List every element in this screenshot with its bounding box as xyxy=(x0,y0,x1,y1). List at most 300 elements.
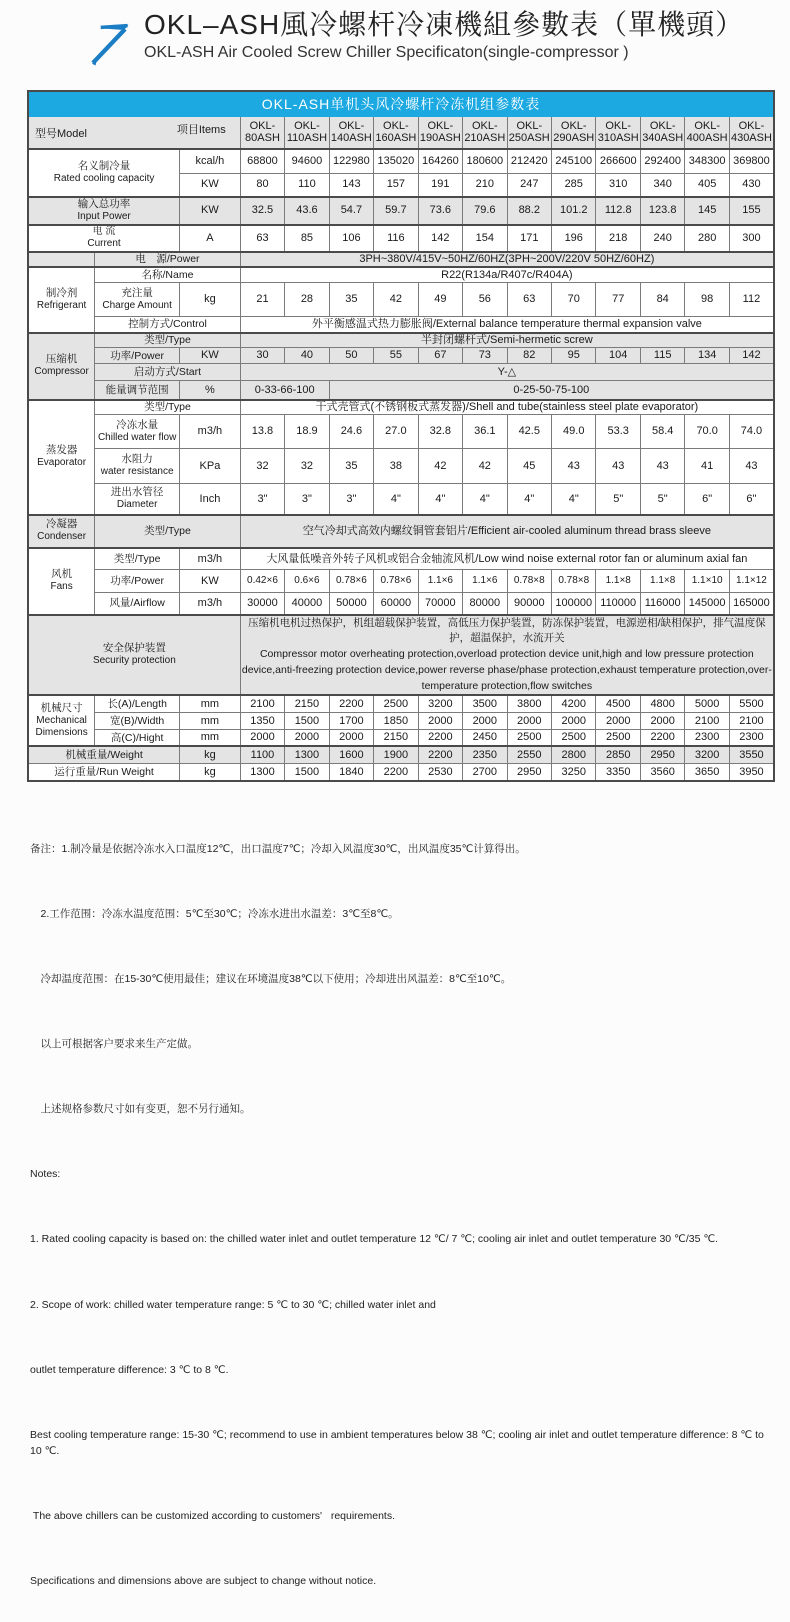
value-cell: 70000 xyxy=(418,593,462,615)
unit-cell: kg xyxy=(180,763,241,781)
model-header-cell xyxy=(418,116,462,149)
unit-cell: A xyxy=(180,225,241,252)
compressor-power-label: 功率/Power xyxy=(95,348,180,364)
current-label: 电 流 Current xyxy=(28,225,180,252)
model-prefix: OKL- xyxy=(383,119,409,132)
value-cell: 1500 xyxy=(285,712,329,729)
value-cell: 2950 xyxy=(507,763,551,781)
note-line: 2. Scope of work: chilled water temperature range: 5 ℃ to 30 ℃; chilled water inlet and xyxy=(30,1298,436,1311)
value-cell: 122980 xyxy=(329,149,373,173)
value-cell: 145000 xyxy=(685,593,729,615)
value-cell: 2450 xyxy=(463,729,507,746)
power-supply-label: 电 源/Power xyxy=(95,252,241,267)
width-label: 宽(B)/Width xyxy=(95,712,180,729)
value-cell: 35 xyxy=(329,449,373,484)
security-text-en: Compressor motor overheating protection,overload protection device unit,high and low pressure protection device,anti-freezing protection device,power reverse phase/phase protection,exhaust temperature protection,over-temperature protection,flow switches xyxy=(241,648,772,692)
value-cell: 405 xyxy=(685,173,729,197)
value-cell: 3800 xyxy=(507,695,551,712)
charge-amount-label: 充注量 Charge Amount xyxy=(95,283,180,317)
value-cell: 0.78×8 xyxy=(552,570,596,593)
value-cell: 30 xyxy=(240,348,284,364)
model-header-row xyxy=(28,116,774,149)
spec-table xyxy=(27,90,775,782)
airflow-label: 风量/Airflow xyxy=(95,593,180,615)
value-cell: 41 xyxy=(685,449,729,484)
note-line: 冷却温度范围：在15-30℃使用最佳；建议在环境温度38℃以下使用；冷却进出风温差：8℃至10℃。 xyxy=(30,973,512,986)
refrigerant-name-row xyxy=(28,267,774,283)
value-cell: 1300 xyxy=(285,746,329,763)
value-cell: 85 xyxy=(285,225,329,252)
value-cell: 3" xyxy=(285,484,329,515)
note-line: Notes: xyxy=(30,1168,61,1181)
value-cell: 1300 xyxy=(240,763,284,781)
value-cell: 4" xyxy=(552,484,596,515)
model-name: 210ASH xyxy=(464,132,506,145)
model-name: 140ASH xyxy=(330,132,372,145)
fan-power-row xyxy=(28,570,774,593)
value-cell: 101.2 xyxy=(552,197,596,225)
value-cell: 18.9 xyxy=(285,415,329,449)
value-cell: 145 xyxy=(685,197,729,225)
value-cell: 2500 xyxy=(507,729,551,746)
model-prefix: OKL- xyxy=(560,119,587,132)
value-cell: 2000 xyxy=(552,712,596,729)
table-banner-row xyxy=(28,91,774,116)
value-cell: 59.7 xyxy=(374,197,418,225)
input-power-label: 输入总功率 Input Power xyxy=(28,197,180,225)
value-cell: 2100 xyxy=(685,712,729,729)
value-cell: 3" xyxy=(240,484,284,515)
compressor-group-label: 压缩机 Compressor xyxy=(28,333,95,400)
unit-cell: KW xyxy=(180,197,241,225)
value-cell: 2000 xyxy=(329,729,373,746)
value-cell: 88.2 xyxy=(507,197,551,225)
value-cell: 134 xyxy=(685,348,729,364)
chilled-water-flow-row xyxy=(28,415,774,449)
value-cell: 2000 xyxy=(507,712,551,729)
value-cell: 0.78×6 xyxy=(329,570,373,593)
value-cell: 2000 xyxy=(418,712,462,729)
compressor-type-row xyxy=(28,333,774,348)
value-cell: 50000 xyxy=(329,593,373,615)
value-cell: 32.5 xyxy=(240,197,284,225)
value-cell: 3250 xyxy=(552,763,596,781)
page-header xyxy=(86,8,744,70)
compressor-type-value: 半封闭螺杆式/Semi-hermetic screw xyxy=(240,333,774,348)
page-title-en: OKL-ASH Air Cooled Screw Chiller Specificaton(single-compressor ) xyxy=(144,43,629,61)
value-cell: 4800 xyxy=(640,695,684,712)
refrigerant-name-value: R22(R134a/R407c/R404A) xyxy=(240,267,774,283)
value-cell: 73.6 xyxy=(418,197,462,225)
value-cell: 116000 xyxy=(640,593,684,615)
value-cell: 79.6 xyxy=(463,197,507,225)
value-cell: 77 xyxy=(596,283,640,317)
value-cell: 106 xyxy=(329,225,373,252)
value-cell: 42.5 xyxy=(507,415,551,449)
weight-label: 机械重量/Weight xyxy=(28,746,180,763)
value-cell: 50 xyxy=(329,348,373,364)
model-header-cell xyxy=(463,116,507,149)
arrow-up-right-icon xyxy=(86,16,138,70)
model-name: 190ASH xyxy=(419,132,461,145)
value-cell: 4" xyxy=(418,484,462,515)
control-row xyxy=(28,317,774,333)
value-cell: 32 xyxy=(240,449,284,484)
unit-cell: KPa xyxy=(180,449,241,484)
model-header-cell xyxy=(285,116,329,149)
value-cell: 245100 xyxy=(552,149,596,173)
value-cell: 240 xyxy=(640,225,684,252)
control-label: 控制方式/Control xyxy=(95,317,241,333)
length-label: 长(A)/Length xyxy=(95,695,180,712)
value-cell: 266600 xyxy=(596,149,640,173)
unit-cell: kg xyxy=(180,746,241,763)
value-cell: 340 xyxy=(640,173,684,197)
value-cell: 43.6 xyxy=(285,197,329,225)
value-cell: 171 xyxy=(507,225,551,252)
value-cell: 3" xyxy=(329,484,373,515)
value-cell: 135020 xyxy=(374,149,418,173)
value-cell: 218 xyxy=(596,225,640,252)
value-cell: 2500 xyxy=(596,729,640,746)
unit-cell: % xyxy=(180,381,241,400)
value-cell: 142 xyxy=(418,225,462,252)
power-supply-value: 3PH~380V/415V~50HZ/60HZ(3PH~200V/220V 50HZ/60HZ) xyxy=(240,252,774,267)
value-cell: 74.0 xyxy=(729,415,774,449)
title-block xyxy=(144,8,744,62)
value-cell: 164260 xyxy=(418,149,462,173)
value-cell: 280 xyxy=(685,225,729,252)
value-cell: 0.78×6 xyxy=(374,570,418,593)
value-cell: 0.78×8 xyxy=(507,570,551,593)
value-cell: 2530 xyxy=(418,763,462,781)
model-name: 80ASH xyxy=(245,132,280,145)
value-cell: 1850 xyxy=(374,712,418,729)
value-cell: 143 xyxy=(329,173,373,197)
value-cell: 5" xyxy=(596,484,640,515)
note-line: Best cooling temperature range: 15-30 ℃; recommend to use in ambient temperatures below 38 ℃; cooling air inlet and outlet temperature difference: 8 ℃ to 10 ℃. xyxy=(30,1428,767,1457)
value-cell: 35 xyxy=(329,283,373,317)
security-text-cn: 压缩机电机过热保护，机组超载保护装置，高低压力保护装置，防冻保护装置，电源逆相/缺相保护，排气温度保护，超温保护，水流开关 xyxy=(248,616,766,645)
model-prefix: OKL- xyxy=(427,119,454,132)
model-prefix: OKL- xyxy=(738,119,765,132)
value-cell: 2150 xyxy=(285,695,329,712)
model-name: 110ASH xyxy=(286,132,328,145)
value-cell: 210 xyxy=(463,173,507,197)
value-cell: 196 xyxy=(552,225,596,252)
value-cell: 21 xyxy=(240,283,284,317)
value-cell: 292400 xyxy=(640,149,684,173)
value-cell: 1100 xyxy=(240,746,284,763)
fan-power-label: 功率/Power xyxy=(95,570,180,593)
model-prefix: OKL- xyxy=(694,119,720,132)
value-cell: 212420 xyxy=(507,149,551,173)
note-line: 上述规格参数尺寸如有变更，恕不另行通知。 xyxy=(30,1103,251,1116)
model-prefix: OKL- xyxy=(471,119,498,132)
value-cell: 70 xyxy=(552,283,596,317)
unit-cell: m3/h xyxy=(180,548,241,570)
value-cell: 90000 xyxy=(507,593,551,615)
value-cell: 1.1×8 xyxy=(596,570,640,593)
value-cell: 54.7 xyxy=(329,197,373,225)
fan-type-row xyxy=(28,548,774,570)
value-cell: 1900 xyxy=(374,746,418,763)
value-cell: 0.42×6 xyxy=(240,570,284,593)
value-cell: 55 xyxy=(374,348,418,364)
value-cell: 100000 xyxy=(552,593,596,615)
value-cell: 60000 xyxy=(374,593,418,615)
evaporator-group-label: 蒸发器 Evaporator xyxy=(28,400,95,515)
model-prefix: OKL- xyxy=(294,119,320,132)
value-cell: 6" xyxy=(685,484,729,515)
value-cell: 110000 xyxy=(596,593,640,615)
model-name: 160ASH xyxy=(375,132,417,145)
note-line: 备注：1.制冷量是依据冷冻水入口温度12℃，出口温度7℃；冷却入风温度30℃，出风温度35℃计算得出。 xyxy=(30,843,526,856)
value-cell: 38 xyxy=(374,449,418,484)
value-cell: 2300 xyxy=(685,729,729,746)
airflow-row xyxy=(28,593,774,615)
value-cell: 3350 xyxy=(596,763,640,781)
value-cell: 2850 xyxy=(596,746,640,763)
value-cell: 3560 xyxy=(640,763,684,781)
height-row xyxy=(28,729,774,746)
pipe-diameter-row xyxy=(28,484,774,515)
value-cell: 4" xyxy=(463,484,507,515)
condenser-type-label: 类型/Type xyxy=(95,515,241,548)
value-cell: 98 xyxy=(685,283,729,317)
refrigerant-group-label: 制冷剂 Refrigerant xyxy=(28,267,95,333)
value-cell: 2150 xyxy=(374,729,418,746)
chilled-water-flow-label: 冷冻水量 Chilled water flow xyxy=(95,415,180,449)
model-header-cell xyxy=(507,116,551,149)
value-cell: 1.1×6 xyxy=(418,570,462,593)
length-row xyxy=(28,695,774,712)
value-cell: 73 xyxy=(463,348,507,364)
width-row xyxy=(28,712,774,729)
condenser-row xyxy=(28,515,774,548)
security-text-cell xyxy=(240,615,774,696)
note-line: 2.工作范围：冷冻水温度范围：5℃至30℃；冷冻水进出水温差：3℃至8℃。 xyxy=(30,908,399,921)
security-protection-row xyxy=(28,615,774,696)
value-cell: 110 xyxy=(285,173,329,197)
condenser-group-label: 冷凝器 Condenser xyxy=(28,515,95,548)
model-prefix: OKL- xyxy=(649,119,676,132)
value-cell: 369800 xyxy=(729,149,774,173)
evaporator-type-row xyxy=(28,400,774,415)
model-header-cell xyxy=(640,116,684,149)
note-line: 1. Rated cooling capacity is based on: the chilled water inlet and outlet temperature 12 ℃/ 7 ℃; cooling air inlet and outlet temperature 30 ℃/35 ℃. xyxy=(30,1233,719,1246)
start-mode-value: Y-△ xyxy=(240,364,774,381)
value-cell: 157 xyxy=(374,173,418,197)
value-cell: 2700 xyxy=(463,763,507,781)
value-cell: 112.8 xyxy=(596,197,640,225)
value-cell: 40000 xyxy=(285,593,329,615)
energy-range-value-b: 0-25-50-75-100 xyxy=(329,381,774,400)
model-header-cell xyxy=(552,116,596,149)
evaporator-type-label: 类型/Type xyxy=(95,400,241,415)
value-cell: 13.8 xyxy=(240,415,284,449)
corner-items-label: 项目Items xyxy=(176,123,226,136)
value-cell: 43 xyxy=(552,449,596,484)
corner-header-cell xyxy=(28,116,240,149)
value-cell: 180600 xyxy=(463,149,507,173)
value-cell: 43 xyxy=(640,449,684,484)
charge-amount-row xyxy=(28,283,774,317)
model-name: 290ASH xyxy=(553,132,595,145)
value-cell: 2000 xyxy=(640,712,684,729)
value-cell: 2500 xyxy=(374,695,418,712)
energy-range-value-a: 0-33-66-100 xyxy=(240,381,329,400)
height-label: 高(C)/Hight xyxy=(95,729,180,746)
value-cell: 1840 xyxy=(329,763,373,781)
value-cell: 2350 xyxy=(463,746,507,763)
condenser-type-value: 空气冷却式高效内螺纹铜管套铝片/Efficient air-cooled aluminum thread brass sleeve xyxy=(240,515,774,548)
value-cell: 36.1 xyxy=(463,415,507,449)
pipe-diameter-label: 进出水管径 Diameter xyxy=(95,484,180,515)
unit-cell: KW xyxy=(180,348,241,364)
value-cell: 43 xyxy=(596,449,640,484)
unit-cell: kg xyxy=(180,283,241,317)
value-cell: 2100 xyxy=(240,695,284,712)
cooling-kcal-row xyxy=(28,149,774,173)
empty-cell xyxy=(28,252,95,267)
evaporator-type-value: 干式壳管式(不锈钢板式蒸发器)/Shell and tube(stainless steel plate evaporator) xyxy=(240,400,774,415)
value-cell: 2000 xyxy=(463,712,507,729)
input-power-row xyxy=(28,197,774,225)
value-cell: 49.0 xyxy=(552,415,596,449)
unit-cell: m3/h xyxy=(180,593,241,615)
page-title-cn: OKL–ASH風冷螺杆冷凍機組參數表（單機頭） xyxy=(144,9,745,40)
value-cell: 2200 xyxy=(374,763,418,781)
water-resistance-row xyxy=(28,449,774,484)
energy-range-row xyxy=(28,381,774,400)
value-cell: 63 xyxy=(507,283,551,317)
value-cell: 6" xyxy=(729,484,774,515)
value-cell: 2800 xyxy=(552,746,596,763)
value-cell: 2550 xyxy=(507,746,551,763)
value-cell: 32.8 xyxy=(418,415,462,449)
energy-range-label: 能量调节范围 xyxy=(95,381,180,400)
value-cell: 1350 xyxy=(240,712,284,729)
value-cell: 1.1×12 xyxy=(729,570,774,593)
start-mode-row xyxy=(28,364,774,381)
cooling-label: 名义制冷量 Rated cooling capacity xyxy=(28,149,180,197)
value-cell: 0.6×6 xyxy=(285,570,329,593)
value-cell: 40 xyxy=(285,348,329,364)
value-cell: 142 xyxy=(729,348,774,364)
value-cell: 30000 xyxy=(240,593,284,615)
value-cell: 104 xyxy=(596,348,640,364)
value-cell: 2100 xyxy=(729,712,774,729)
value-cell: 56 xyxy=(463,283,507,317)
value-cell: 116 xyxy=(374,225,418,252)
value-cell: 112 xyxy=(729,283,774,317)
refrigerant-name-label: 名称/Name xyxy=(95,267,241,283)
model-name: 340ASH xyxy=(642,132,684,145)
unit-cell: m3/h xyxy=(180,415,241,449)
value-cell: 3200 xyxy=(685,746,729,763)
value-cell: 42 xyxy=(374,283,418,317)
model-header-cell xyxy=(329,116,373,149)
value-cell: 348300 xyxy=(685,149,729,173)
value-cell: 3550 xyxy=(729,746,774,763)
value-cell: 300 xyxy=(729,225,774,252)
table-banner: OKL-ASH单机头风冷螺杆冷冻机组参数表 xyxy=(28,91,774,116)
value-cell: 2200 xyxy=(640,729,684,746)
value-cell: 28 xyxy=(285,283,329,317)
fan-type-value: 大风量低噪音外转子风机或铝合金轴流风机/Low wind noise external rotor fan or aluminum axial fan xyxy=(240,548,774,570)
model-prefix: OKL- xyxy=(249,119,276,132)
value-cell: 43 xyxy=(729,449,774,484)
weight-row xyxy=(28,746,774,763)
value-cell: 95 xyxy=(552,348,596,364)
value-cell: 5500 xyxy=(729,695,774,712)
unit-cell: mm xyxy=(180,712,241,729)
value-cell: 430 xyxy=(729,173,774,197)
notes-block xyxy=(30,776,772,1622)
value-cell: 247 xyxy=(507,173,551,197)
unit-cell: mm xyxy=(180,729,241,746)
value-cell: 58.4 xyxy=(640,415,684,449)
value-cell: 2000 xyxy=(596,712,640,729)
value-cell: 2200 xyxy=(418,729,462,746)
value-cell: 49 xyxy=(418,283,462,317)
value-cell: 3200 xyxy=(418,695,462,712)
value-cell: 4500 xyxy=(596,695,640,712)
unit-cell: kcal/h xyxy=(180,149,241,173)
value-cell: 3650 xyxy=(685,763,729,781)
value-cell: 4" xyxy=(507,484,551,515)
value-cell: 4200 xyxy=(552,695,596,712)
unit-cell: Inch xyxy=(180,484,241,515)
value-cell: 32 xyxy=(285,449,329,484)
value-cell: 68800 xyxy=(240,149,284,173)
compressor-power-row xyxy=(28,348,774,364)
model-prefix: OKL- xyxy=(605,119,632,132)
security-label: 安全保护装置 Security protection xyxy=(28,615,240,696)
current-row xyxy=(28,225,774,252)
fan-type-label: 类型/Type xyxy=(95,548,180,570)
model-header-cell xyxy=(374,116,418,149)
value-cell: 155 xyxy=(729,197,774,225)
value-cell: 191 xyxy=(418,173,462,197)
power-supply-row xyxy=(28,252,774,267)
note-line: The above chillers can be customized according to customers' requirements. xyxy=(30,1509,396,1522)
value-cell: 67 xyxy=(418,348,462,364)
model-header-cell xyxy=(685,116,729,149)
model-header-cell xyxy=(596,116,640,149)
value-cell: 27.0 xyxy=(374,415,418,449)
note-line: Specifications and dimensions above are subject to change without notice. xyxy=(30,1575,377,1588)
compressor-type-label: 类型/Type xyxy=(95,333,241,348)
value-cell: 80000 xyxy=(463,593,507,615)
value-cell: 70.0 xyxy=(685,415,729,449)
value-cell: 123.8 xyxy=(640,197,684,225)
dimensions-group-label: 机械尺寸 Mechanical Dimensions xyxy=(28,695,95,746)
corner-model-label: 型号Model xyxy=(35,127,87,140)
start-mode-label: 启动方式/Start xyxy=(95,364,241,381)
value-cell: 1.1×6 xyxy=(463,570,507,593)
note-line: outlet temperature difference: 3 ℃ to 8 ℃. xyxy=(30,1363,229,1376)
value-cell: 2300 xyxy=(729,729,774,746)
water-resistance-label: 水阻力 water resistance xyxy=(95,449,180,484)
value-cell: 2200 xyxy=(329,695,373,712)
value-cell: 1600 xyxy=(329,746,373,763)
value-cell: 310 xyxy=(596,173,640,197)
value-cell: 42 xyxy=(463,449,507,484)
model-header-cell xyxy=(240,116,284,149)
value-cell: 2500 xyxy=(552,729,596,746)
